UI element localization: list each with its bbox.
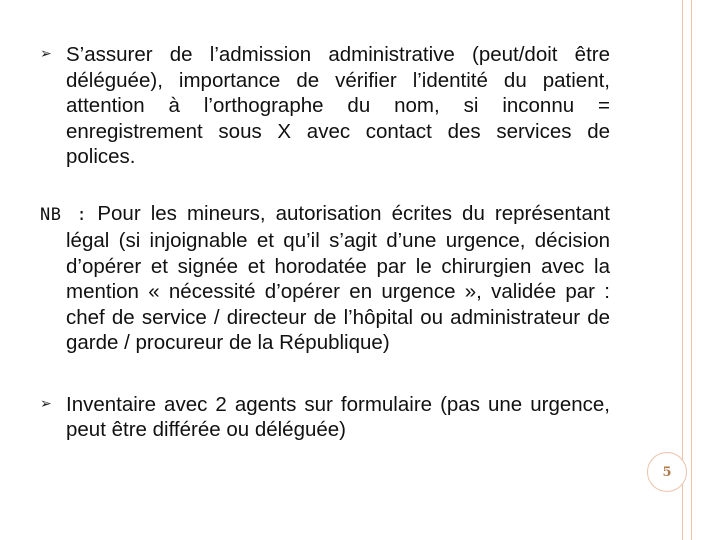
arrow-bullet-icon: ➢: [40, 46, 52, 62]
decorative-rule-right: [691, 0, 692, 540]
arrow-bullet-icon: ➢: [40, 395, 52, 412]
bullet-text: S’assurer de l’admission administrative (peut/doit être déléguée), importance de vérifier l’identité du patient, attention à l’orthographe du nom, si inconnu = enregistrement sous X avec contact des services de polices.: [66, 43, 610, 168]
bullet-text: Inventaire avec 2 agents sur formulaire (pas une urgence, peut être différée ou déléguée): [66, 392, 610, 441]
note-label: NB :: [40, 204, 88, 225]
page-number: 5: [662, 464, 672, 480]
slide-body: [40, 42, 610, 443]
note-minors: [40, 201, 610, 356]
bullet-item-inventory: [40, 392, 610, 443]
note-text: Pour les mineurs, autorisation écrites du représentant légal (si injoignable et qu’il s’agit d’une urgence, décision d’opérer et signée et horodatée par le chirurgien avec la mention « nécessité d’opérer en urgence », validée par : chef de service / directeur de l’hôpital ou administrateur de garde / procureur de la République): [66, 201, 610, 354]
bullet-item-admission: [40, 42, 610, 170]
page-number-badge: [647, 452, 687, 492]
